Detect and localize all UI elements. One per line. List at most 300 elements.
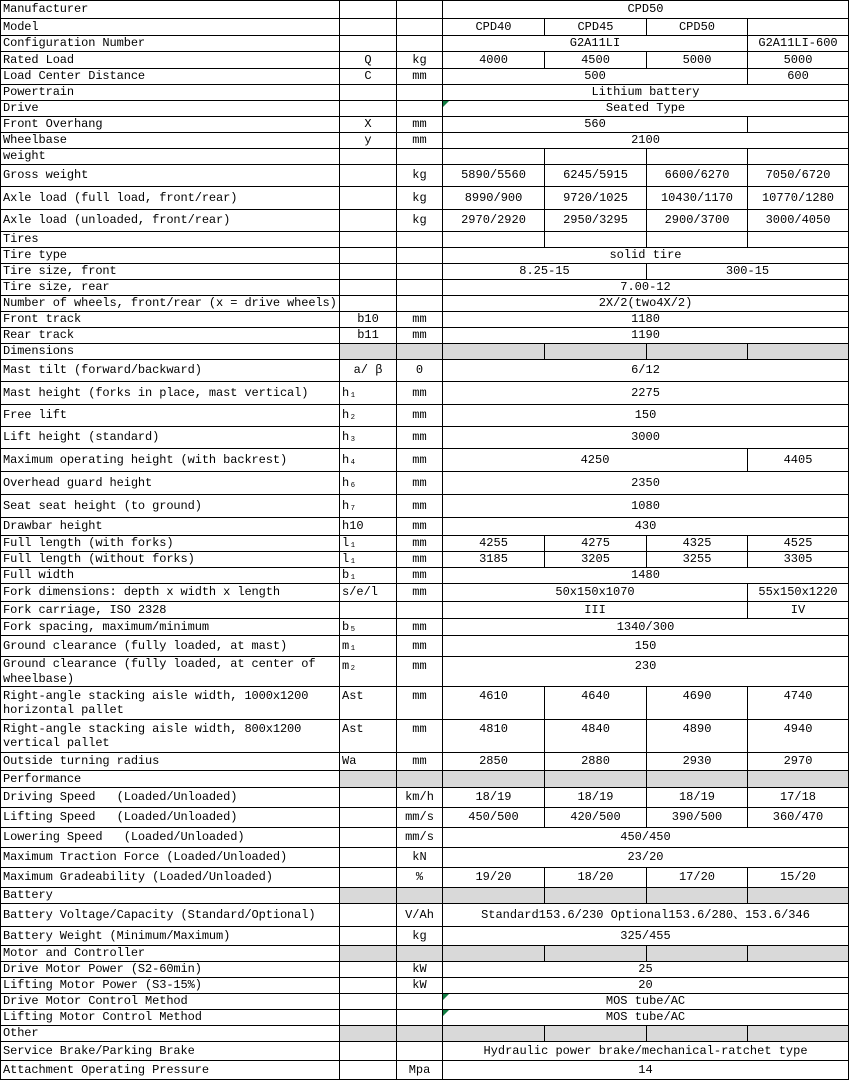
- value-cell[interactable]: [748, 946, 849, 962]
- symbol-cell[interactable]: [340, 232, 397, 248]
- symbol-cell[interactable]: [340, 828, 397, 848]
- value-cell[interactable]: [443, 808, 545, 828]
- row-label-cell[interactable]: [1, 636, 340, 657]
- value-cell[interactable]: [748, 687, 849, 720]
- symbol-cell[interactable]: [340, 360, 397, 382]
- symbol-cell[interactable]: [340, 187, 397, 210]
- row-label-cell[interactable]: [1, 808, 340, 828]
- value-cell[interactable]: [647, 1026, 748, 1042]
- row-label-cell[interactable]: [1, 927, 340, 946]
- value-cell[interactable]: [647, 552, 748, 568]
- symbol-cell[interactable]: [340, 69, 397, 85]
- value-cell[interactable]: [443, 518, 849, 536]
- value-cell[interactable]: [443, 210, 545, 232]
- symbol-cell[interactable]: [340, 210, 397, 232]
- unit-cell[interactable]: [397, 636, 443, 657]
- symbol-cell[interactable]: [340, 1, 397, 19]
- value-cell[interactable]: [647, 720, 748, 753]
- symbol-cell[interactable]: [340, 636, 397, 657]
- value-cell[interactable]: [748, 149, 849, 165]
- value-cell[interactable]: [647, 19, 748, 36]
- value-cell[interactable]: [443, 85, 849, 101]
- symbol-cell[interactable]: [340, 962, 397, 978]
- row-label-cell[interactable]: [1, 248, 340, 264]
- symbol-cell[interactable]: [340, 101, 397, 117]
- value-cell[interactable]: [748, 753, 849, 771]
- symbol-cell[interactable]: [340, 584, 397, 602]
- row-label-cell[interactable]: [1, 788, 340, 808]
- row-label-cell[interactable]: [1, 868, 340, 888]
- row-label-cell[interactable]: [1, 720, 340, 753]
- row-label-cell[interactable]: [1, 1026, 340, 1042]
- row-label-cell[interactable]: [1, 994, 340, 1010]
- row-label-cell[interactable]: [1, 101, 340, 117]
- row-label-cell[interactable]: [1, 536, 340, 552]
- unit-cell[interactable]: [397, 328, 443, 344]
- unit-cell[interactable]: [397, 264, 443, 280]
- value-cell[interactable]: [545, 771, 647, 788]
- row-label-cell[interactable]: [1, 210, 340, 232]
- symbol-cell[interactable]: [340, 312, 397, 328]
- value-cell[interactable]: [443, 1010, 849, 1026]
- value-cell[interactable]: [443, 978, 849, 994]
- symbol-cell[interactable]: [340, 19, 397, 36]
- unit-cell[interactable]: [397, 552, 443, 568]
- value-cell[interactable]: [443, 232, 545, 248]
- value-cell[interactable]: [545, 149, 647, 165]
- row-label-cell[interactable]: [1, 495, 340, 518]
- value-cell[interactable]: [443, 994, 849, 1010]
- unit-cell[interactable]: [397, 994, 443, 1010]
- value-cell[interactable]: [748, 888, 849, 904]
- unit-cell[interactable]: [397, 405, 443, 427]
- value-cell[interactable]: [443, 788, 545, 808]
- value-cell[interactable]: [748, 1026, 849, 1042]
- value-cell[interactable]: [748, 187, 849, 210]
- unit-cell[interactable]: [397, 753, 443, 771]
- symbol-cell[interactable]: [340, 52, 397, 69]
- symbol-cell[interactable]: [340, 1061, 397, 1080]
- unit-cell[interactable]: [397, 568, 443, 584]
- unit-cell[interactable]: [397, 472, 443, 495]
- unit-cell[interactable]: [397, 19, 443, 36]
- row-label-cell[interactable]: [1, 187, 340, 210]
- symbol-cell-text: h₁: [342, 385, 357, 400]
- row-label-cell[interactable]: [1, 382, 340, 405]
- value-cell[interactable]: [748, 210, 849, 232]
- value-cell[interactable]: [748, 36, 849, 52]
- symbol-cell[interactable]: [340, 280, 397, 296]
- value-cell[interactable]: [443, 848, 849, 868]
- value-cell[interactable]: [443, 888, 545, 904]
- value-cell-text: 360/470: [772, 810, 824, 825]
- row-label-cell[interactable]: [1, 405, 340, 427]
- row-label-cell[interactable]: [1, 1061, 340, 1080]
- value-cell[interactable]: [748, 344, 849, 360]
- row-label-cell[interactable]: [1, 328, 340, 344]
- value-cell[interactable]: [545, 888, 647, 904]
- symbol-cell[interactable]: [340, 472, 397, 495]
- value-cell[interactable]: [443, 927, 849, 946]
- value-cell[interactable]: [443, 771, 545, 788]
- value-cell[interactable]: [545, 344, 647, 360]
- symbol-cell[interactable]: [340, 788, 397, 808]
- symbol-cell[interactable]: [340, 133, 397, 149]
- symbol-cell[interactable]: [340, 904, 397, 927]
- row-label-cell[interactable]: [1, 828, 340, 848]
- row-label-cell[interactable]: [1, 904, 340, 927]
- value-cell[interactable]: [443, 962, 849, 978]
- row-label-cell[interactable]: [1, 312, 340, 328]
- value-cell[interactable]: [443, 312, 849, 328]
- row-label-cell[interactable]: [1, 264, 340, 280]
- row-label-cell[interactable]: [1, 85, 340, 101]
- value-cell[interactable]: [443, 360, 849, 382]
- symbol-cell[interactable]: [340, 927, 397, 946]
- value-cell[interactable]: [443, 248, 849, 264]
- value-cell[interactable]: [545, 753, 647, 771]
- symbol-cell[interactable]: [340, 978, 397, 994]
- symbol-cell[interactable]: [340, 344, 397, 360]
- row-label-cell[interactable]: [1, 657, 340, 687]
- unit-cell[interactable]: [397, 1042, 443, 1061]
- symbol-cell[interactable]: [340, 808, 397, 828]
- unit-cell[interactable]: [397, 962, 443, 978]
- unit-cell[interactable]: [397, 927, 443, 946]
- symbol-cell[interactable]: [340, 657, 397, 687]
- unit-cell[interactable]: [397, 1026, 443, 1042]
- unit-cell[interactable]: [397, 518, 443, 536]
- row-label-cell[interactable]: [1, 1010, 340, 1026]
- value-cell[interactable]: [443, 19, 545, 36]
- value-cell[interactable]: [748, 117, 849, 133]
- value-cell[interactable]: [748, 536, 849, 552]
- value-cell[interactable]: [748, 19, 849, 36]
- unit-cell[interactable]: [397, 382, 443, 405]
- value-cell[interactable]: [443, 264, 647, 280]
- unit-cell[interactable]: [397, 1061, 443, 1080]
- value-cell[interactable]: [443, 495, 849, 518]
- symbol-cell[interactable]: [340, 149, 397, 165]
- row-label-cell[interactable]: [1, 449, 340, 472]
- unit-cell[interactable]: [397, 888, 443, 904]
- value-cell[interactable]: [443, 904, 849, 927]
- unit-cell[interactable]: [397, 427, 443, 449]
- row-label-cell[interactable]: [1, 280, 340, 296]
- symbol-cell[interactable]: [340, 946, 397, 962]
- value-cell[interactable]: [443, 602, 748, 619]
- value-cell[interactable]: [647, 771, 748, 788]
- row-label-cell[interactable]: [1, 360, 340, 382]
- value-cell[interactable]: [647, 788, 748, 808]
- unit-cell[interactable]: [397, 312, 443, 328]
- value-cell[interactable]: [443, 568, 849, 584]
- value-cell[interactable]: [443, 344, 545, 360]
- unit-cell[interactable]: [397, 101, 443, 117]
- value-cell[interactable]: [443, 117, 748, 133]
- unit-cell-text: mm: [412, 689, 427, 703]
- value-cell[interactable]: [545, 687, 647, 720]
- symbol-cell[interactable]: [340, 382, 397, 405]
- value-cell[interactable]: [748, 52, 849, 69]
- unit-cell[interactable]: [397, 808, 443, 828]
- unit-cell[interactable]: [397, 602, 443, 619]
- row-label-cell[interactable]: [1, 117, 340, 133]
- value-cell[interactable]: [443, 296, 849, 312]
- value-cell[interactable]: [443, 584, 748, 602]
- value-cell[interactable]: [443, 1042, 849, 1061]
- row-label-cell[interactable]: [1, 52, 340, 69]
- value-cell[interactable]: [443, 187, 545, 210]
- value-cell-text: 4250: [580, 452, 610, 467]
- symbol-cell[interactable]: [340, 36, 397, 52]
- value-cell[interactable]: [647, 808, 748, 828]
- symbol-cell[interactable]: [340, 720, 397, 753]
- value-cell[interactable]: [443, 405, 849, 427]
- symbol-cell[interactable]: [340, 117, 397, 133]
- unit-cell[interactable]: [397, 52, 443, 69]
- unit-cell[interactable]: [397, 771, 443, 788]
- row-label-cell[interactable]: [1, 946, 340, 962]
- value-cell[interactable]: [545, 232, 647, 248]
- symbol-cell[interactable]: [340, 771, 397, 788]
- row-label-cell[interactable]: [1, 962, 340, 978]
- unit-cell[interactable]: [397, 619, 443, 636]
- unit-cell[interactable]: [397, 946, 443, 962]
- value-cell[interactable]: [443, 382, 849, 405]
- unit-cell[interactable]: [397, 720, 443, 753]
- value-cell[interactable]: [748, 868, 849, 888]
- value-cell[interactable]: [748, 165, 849, 187]
- row-label-cell[interactable]: [1, 427, 340, 449]
- value-cell[interactable]: [748, 788, 849, 808]
- value-cell[interactable]: [545, 946, 647, 962]
- symbol-cell[interactable]: [340, 165, 397, 187]
- unit-cell[interactable]: [397, 978, 443, 994]
- value-cell[interactable]: [443, 720, 545, 753]
- value-cell[interactable]: [748, 552, 849, 568]
- symbol-cell[interactable]: [340, 552, 397, 568]
- symbol-cell[interactable]: [340, 328, 397, 344]
- value-cell[interactable]: [647, 187, 748, 210]
- value-cell[interactable]: [443, 946, 545, 962]
- value-cell[interactable]: [647, 149, 748, 165]
- unit-cell[interactable]: [397, 1, 443, 19]
- symbol-cell[interactable]: [340, 868, 397, 888]
- value-cell[interactable]: [545, 1026, 647, 1042]
- symbol-cell[interactable]: [340, 495, 397, 518]
- value-cell[interactable]: [443, 449, 748, 472]
- value-cell[interactable]: [748, 771, 849, 788]
- symbol-cell[interactable]: [340, 248, 397, 264]
- value-cell[interactable]: [443, 149, 545, 165]
- symbol-cell[interactable]: [340, 536, 397, 552]
- row-label-cell[interactable]: [1, 344, 340, 360]
- unit-cell[interactable]: [397, 133, 443, 149]
- unit-cell[interactable]: [397, 584, 443, 602]
- value-cell[interactable]: [443, 636, 849, 657]
- spec-row: [1, 405, 849, 427]
- value-cell[interactable]: [647, 210, 748, 232]
- value-cell[interactable]: [443, 165, 545, 187]
- value-cell[interactable]: [443, 280, 849, 296]
- value-cell[interactable]: [748, 584, 849, 602]
- unit-cell[interactable]: [397, 904, 443, 927]
- row-label-cell[interactable]: [1, 753, 340, 771]
- symbol-cell[interactable]: [340, 602, 397, 619]
- symbol-cell[interactable]: [340, 753, 397, 771]
- value-cell[interactable]: [647, 344, 748, 360]
- value-cell[interactable]: [443, 687, 545, 720]
- unit-cell[interactable]: [397, 232, 443, 248]
- unit-cell[interactable]: [397, 210, 443, 232]
- row-label-cell[interactable]: [1, 19, 340, 36]
- unit-cell[interactable]: [397, 248, 443, 264]
- value-cell[interactable]: [443, 552, 545, 568]
- symbol-cell[interactable]: [340, 1026, 397, 1042]
- unit-cell[interactable]: [397, 149, 443, 165]
- value-cell[interactable]: [545, 210, 647, 232]
- unit-cell[interactable]: [397, 536, 443, 552]
- value-cell[interactable]: [748, 602, 849, 619]
- value-cell[interactable]: [647, 888, 748, 904]
- value-cell[interactable]: [443, 619, 849, 636]
- symbol-cell[interactable]: [340, 848, 397, 868]
- value-cell[interactable]: [647, 264, 849, 280]
- row-label-cell[interactable]: [1, 1, 340, 19]
- unit-cell[interactable]: [397, 868, 443, 888]
- value-cell[interactable]: [647, 946, 748, 962]
- symbol-cell[interactable]: [340, 405, 397, 427]
- value-cell[interactable]: [443, 427, 849, 449]
- unit-cell[interactable]: [397, 36, 443, 52]
- symbol-cell[interactable]: [340, 427, 397, 449]
- unit-cell[interactable]: [397, 495, 443, 518]
- value-cell[interactable]: [443, 753, 545, 771]
- value-cell[interactable]: [545, 788, 647, 808]
- symbol-cell[interactable]: [340, 518, 397, 536]
- unit-cell[interactable]: [397, 848, 443, 868]
- unit-cell[interactable]: [397, 85, 443, 101]
- row-label-cell[interactable]: [1, 568, 340, 584]
- value-cell[interactable]: [545, 720, 647, 753]
- value-cell[interactable]: [647, 868, 748, 888]
- symbol-cell[interactable]: [340, 619, 397, 636]
- symbol-cell[interactable]: [340, 85, 397, 101]
- unit-cell[interactable]: [397, 344, 443, 360]
- value-cell[interactable]: [443, 1026, 545, 1042]
- row-label-cell[interactable]: [1, 552, 340, 568]
- symbol-cell[interactable]: [340, 888, 397, 904]
- unit-cell[interactable]: [397, 117, 443, 133]
- symbol-cell[interactable]: [340, 1042, 397, 1061]
- row-label-cell[interactable]: [1, 771, 340, 788]
- unit-cell[interactable]: [397, 1010, 443, 1026]
- value-cell[interactable]: [443, 657, 849, 687]
- row-label-cell[interactable]: [1, 149, 340, 165]
- value-cell[interactable]: [647, 536, 748, 552]
- value-cell[interactable]: [545, 552, 647, 568]
- symbol-cell[interactable]: [340, 994, 397, 1010]
- value-cell[interactable]: [647, 687, 748, 720]
- row-label-cell[interactable]: [1, 619, 340, 636]
- symbol-cell[interactable]: [340, 296, 397, 312]
- symbol-cell[interactable]: [340, 1010, 397, 1026]
- row-label-cell[interactable]: [1, 69, 340, 85]
- value-cell[interactable]: [545, 868, 647, 888]
- value-cell[interactable]: [748, 808, 849, 828]
- unit-cell[interactable]: [397, 280, 443, 296]
- value-cell[interactable]: [545, 52, 647, 69]
- row-label-cell[interactable]: [1, 472, 340, 495]
- row-label-cell[interactable]: [1, 888, 340, 904]
- unit-cell[interactable]: [397, 449, 443, 472]
- value-cell[interactable]: [443, 328, 849, 344]
- row-label-cell[interactable]: [1, 848, 340, 868]
- unit-cell[interactable]: [397, 187, 443, 210]
- value-cell[interactable]: [443, 536, 545, 552]
- unit-cell[interactable]: [397, 69, 443, 85]
- row-label-cell[interactable]: [1, 165, 340, 187]
- value-cell[interactable]: [443, 828, 849, 848]
- symbol-cell[interactable]: [340, 449, 397, 472]
- value-cell[interactable]: [545, 808, 647, 828]
- unit-cell[interactable]: [397, 360, 443, 382]
- value-cell[interactable]: [443, 133, 849, 149]
- value-cell[interactable]: [443, 868, 545, 888]
- row-label-cell[interactable]: [1, 978, 340, 994]
- value-cell[interactable]: [545, 165, 647, 187]
- value-cell[interactable]: [647, 165, 748, 187]
- symbol-cell[interactable]: [340, 568, 397, 584]
- value-cell[interactable]: [443, 52, 545, 69]
- row-label-cell[interactable]: [1, 36, 340, 52]
- unit-cell[interactable]: [397, 657, 443, 687]
- value-cell[interactable]: [443, 1061, 849, 1080]
- value-cell[interactable]: [443, 101, 849, 117]
- row-label-cell[interactable]: [1, 133, 340, 149]
- row-label-cell[interactable]: [1, 296, 340, 312]
- symbol-cell[interactable]: [340, 264, 397, 280]
- row-label-cell[interactable]: [1, 518, 340, 536]
- row-label-cell[interactable]: [1, 584, 340, 602]
- symbol-cell[interactable]: [340, 687, 397, 720]
- unit-cell[interactable]: [397, 296, 443, 312]
- value-cell[interactable]: [647, 232, 748, 248]
- value-cell[interactable]: [647, 753, 748, 771]
- value-cell[interactable]: [443, 1, 849, 19]
- unit-cell[interactable]: [397, 828, 443, 848]
- row-label-cell[interactable]: [1, 687, 340, 720]
- row-label-cell[interactable]: [1, 1042, 340, 1061]
- value-cell[interactable]: [443, 69, 748, 85]
- value-cell[interactable]: [443, 36, 748, 52]
- row-label-cell[interactable]: [1, 602, 340, 619]
- value-cell[interactable]: [647, 52, 748, 69]
- value-cell[interactable]: [545, 536, 647, 552]
- unit-cell[interactable]: [397, 165, 443, 187]
- value-cell[interactable]: [545, 19, 647, 36]
- row-label-cell[interactable]: [1, 232, 340, 248]
- value-cell[interactable]: [748, 69, 849, 85]
- value-cell[interactable]: [443, 472, 849, 495]
- unit-cell[interactable]: [397, 687, 443, 720]
- value-cell[interactable]: [748, 449, 849, 472]
- value-cell[interactable]: [748, 232, 849, 248]
- value-cell[interactable]: [545, 187, 647, 210]
- value-cell[interactable]: [748, 720, 849, 753]
- unit-cell[interactable]: [397, 788, 443, 808]
